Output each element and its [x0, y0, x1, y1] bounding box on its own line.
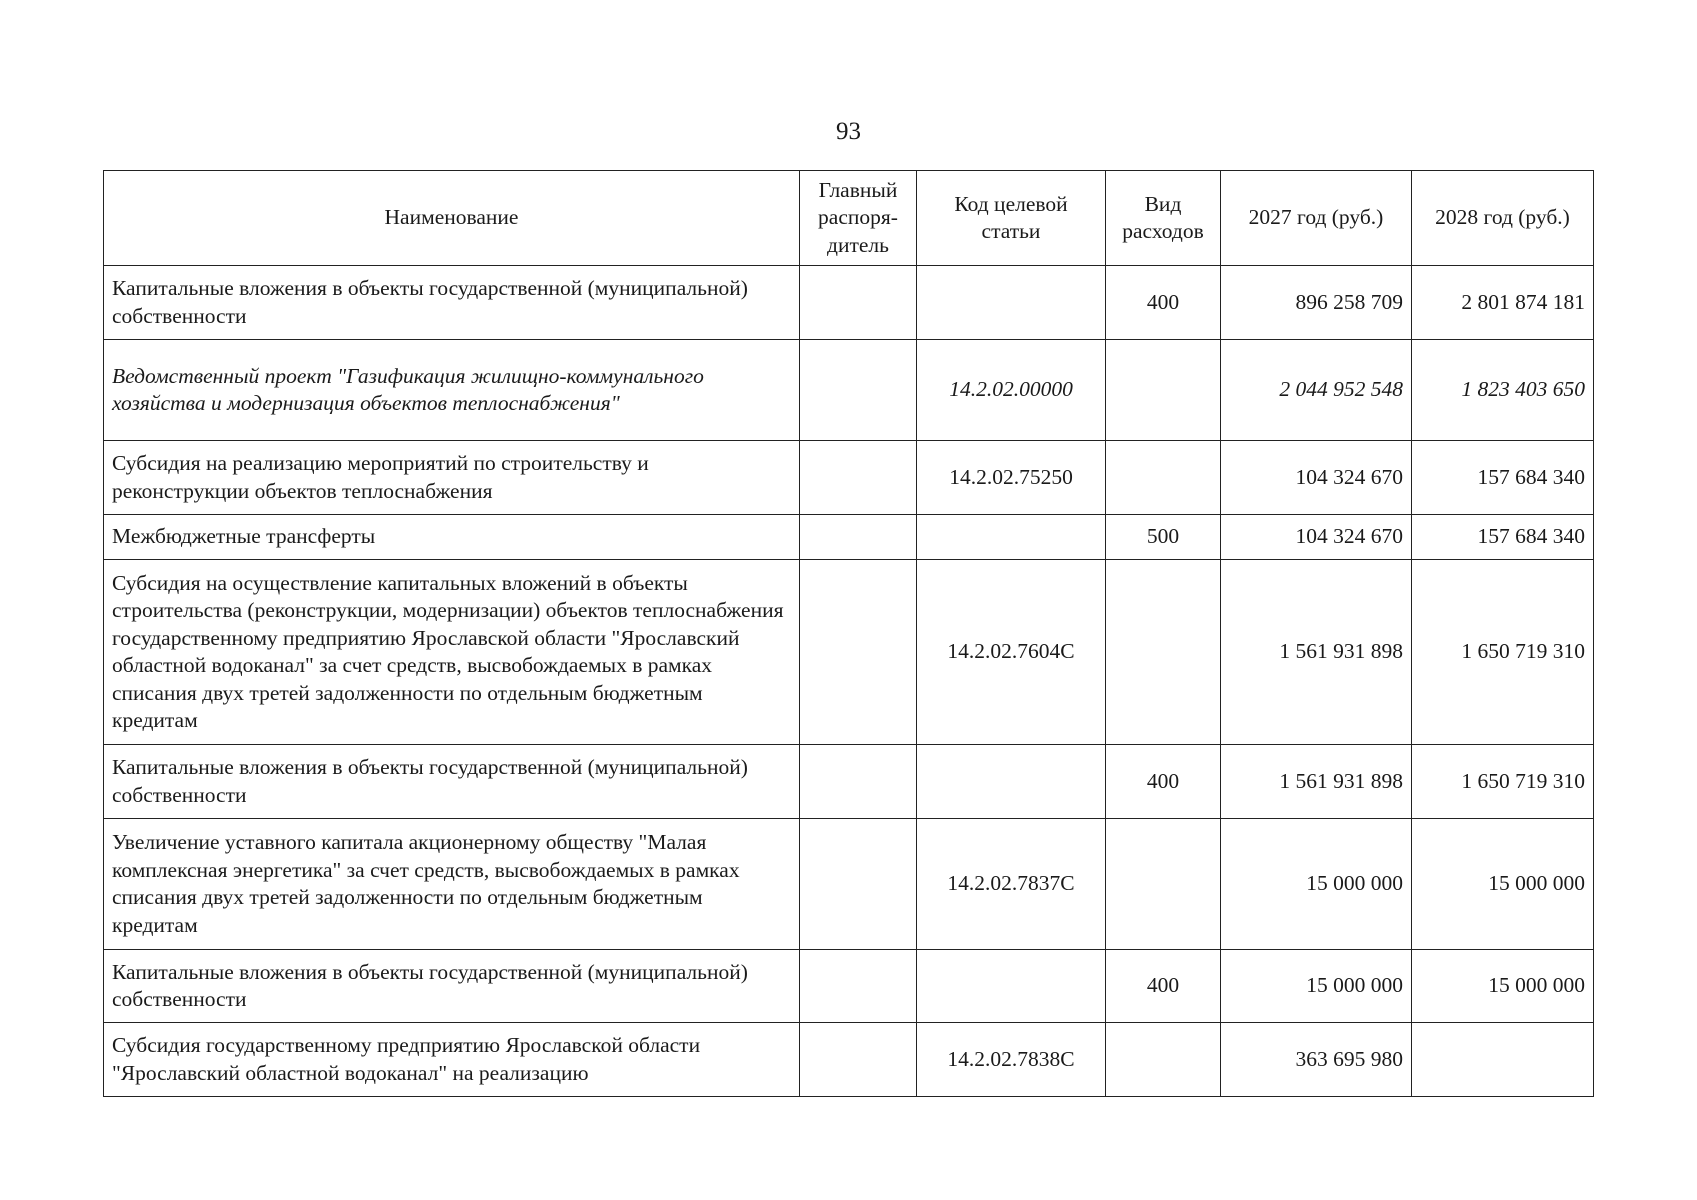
row-admin: [800, 1023, 917, 1097]
row-2027: 104 324 670: [1221, 441, 1412, 515]
row-code: 14.2.02.00000: [917, 340, 1106, 441]
table-row: [104, 819, 1594, 950]
row-admin: [800, 819, 917, 950]
row-type: [1106, 560, 1221, 745]
header-name: Наименование: [104, 171, 800, 266]
row-admin: [800, 515, 917, 560]
row-code: [917, 950, 1106, 1023]
row-2028: [1412, 1023, 1594, 1097]
row-admin: [800, 560, 917, 745]
table-row: [104, 515, 1594, 560]
table-row: [104, 441, 1594, 515]
row-2028: 157 684 340: [1412, 441, 1594, 515]
header-2028: 2028 год (руб.): [1412, 171, 1594, 266]
row-name: Субсидия на реализацию мероприятий по строительству и реконструкции объектов теплоснабжения: [104, 441, 800, 515]
row-2027: 1 561 931 898: [1221, 560, 1412, 745]
row-2027: 1 561 931 898: [1221, 745, 1412, 819]
row-code: [917, 745, 1106, 819]
row-type: [1106, 340, 1221, 441]
row-admin: [800, 745, 917, 819]
header-admin: Главный распоря-дитель: [800, 171, 917, 266]
table-row: [104, 950, 1594, 1023]
row-name: Субсидия на осуществление капитальных вложений в объекты строительства (реконструкции, модернизации) объектов теплоснабжения государственному предприятию Ярославской области "Ярославский областной водоканал" за счет средств, высвобождаемых в рамках списания двух третей задолженности по отдельным бюджетным кредитам: [104, 560, 800, 745]
row-code: 14.2.02.7604С: [917, 560, 1106, 745]
row-2028: 1 650 719 310: [1412, 745, 1594, 819]
header-2027: 2027 год (руб.): [1221, 171, 1412, 266]
row-2028: 1 823 403 650: [1412, 340, 1594, 441]
row-code: 14.2.02.7837С: [917, 819, 1106, 950]
row-code: 14.2.02.7838С: [917, 1023, 1106, 1097]
row-name: Капитальные вложения в объекты государственной (муниципальной) собственности: [104, 745, 800, 819]
row-type: 500: [1106, 515, 1221, 560]
row-name: Увеличение уставного капитала акционерному обществу "Малая комплексная энергетика" за счет средств, высвобождаемых в рамках списания двух третей задолженности по отдельным бюджетным кредитам: [104, 819, 800, 950]
row-admin: [800, 441, 917, 515]
row-name: Межбюджетные трансферты: [104, 515, 800, 560]
row-name: Ведомственный проект "Газификация жилищно-коммунального хозяйства и модернизация объектов теплоснабжения": [104, 340, 800, 441]
row-type: 400: [1106, 266, 1221, 340]
row-2027: 104 324 670: [1221, 515, 1412, 560]
row-2027: 15 000 000: [1221, 950, 1412, 1023]
table-row: [104, 1023, 1594, 1097]
row-2028: 157 684 340: [1412, 515, 1594, 560]
row-type: [1106, 1023, 1221, 1097]
table-row: [104, 560, 1594, 745]
row-name: Капитальные вложения в объекты государственной (муниципальной) собственности: [104, 950, 800, 1023]
row-name: Капитальные вложения в объекты государственной (муниципальной) собственности: [104, 266, 800, 340]
row-admin: [800, 950, 917, 1023]
row-2027: 363 695 980: [1221, 1023, 1412, 1097]
table-row: [104, 745, 1594, 819]
table-header-row: [104, 171, 1594, 266]
row-admin: [800, 340, 917, 441]
budget-table: [103, 170, 1594, 1097]
row-type: 400: [1106, 745, 1221, 819]
row-type: 400: [1106, 950, 1221, 1023]
row-2028: 2 801 874 181: [1412, 266, 1594, 340]
header-type: Вид расходов: [1106, 171, 1221, 266]
row-2028: 15 000 000: [1412, 950, 1594, 1023]
row-code: 14.2.02.75250: [917, 441, 1106, 515]
row-type: [1106, 819, 1221, 950]
row-type: [1106, 441, 1221, 515]
row-2028: 15 000 000: [1412, 819, 1594, 950]
row-2027: 15 000 000: [1221, 819, 1412, 950]
row-name: Субсидия государственному предприятию Ярославской области "Ярославский областной водоканал" на реализацию: [104, 1023, 800, 1097]
row-code: [917, 515, 1106, 560]
row-2027: 896 258 709: [1221, 266, 1412, 340]
row-code: [917, 266, 1106, 340]
row-2028: 1 650 719 310: [1412, 560, 1594, 745]
row-2027: 2 044 952 548: [1221, 340, 1412, 441]
page-number: 93: [836, 118, 861, 145]
row-admin: [800, 266, 917, 340]
table-row: [104, 340, 1594, 441]
table-row: [104, 266, 1594, 340]
header-code: Код целевой статьи: [917, 171, 1106, 266]
